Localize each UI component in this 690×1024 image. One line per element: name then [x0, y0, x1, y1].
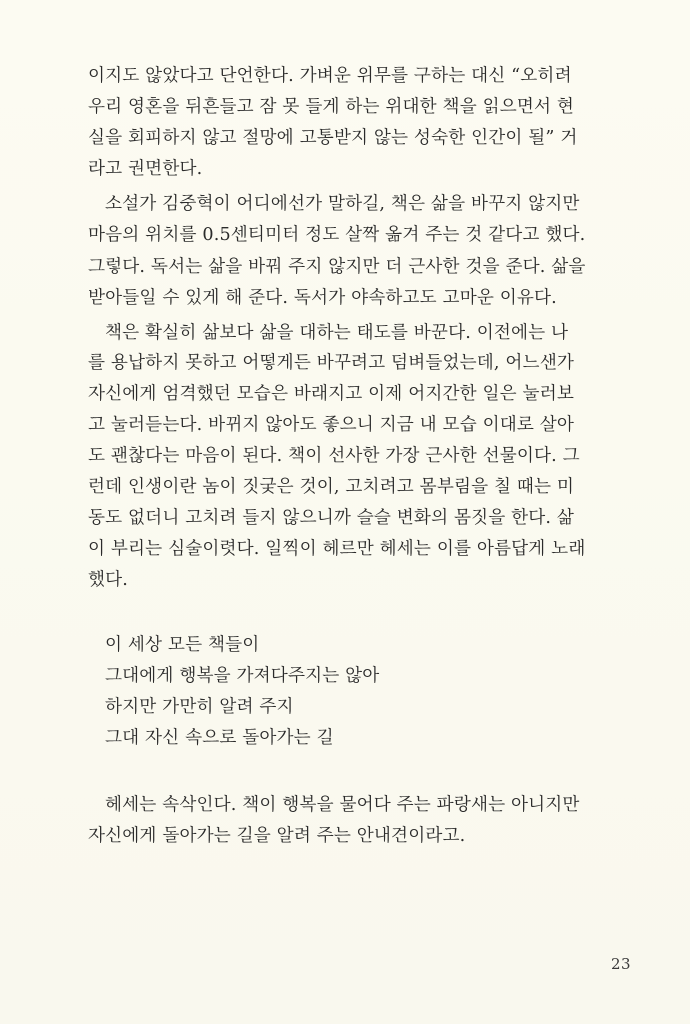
- text-line: 자신에게 돌아가는 길을 알려 주는 안내견이라고.: [88, 826, 466, 846]
- text-line: 도 괜찮다는 마음이 된다. 책이 선사한 가장 근사한 선물이다. 그: [88, 446, 580, 466]
- text-line: 실을 회피하지 않고 절망에 고통받지 않는 성숙한 인간이 될” 거: [88, 128, 578, 148]
- text-line: 했다.: [88, 570, 129, 590]
- text-line: 헤세는 속삭인다. 책이 행복을 물어다 주는 파랑새는 아니지만: [105, 795, 580, 815]
- text-line: 라고 권면한다.: [88, 159, 203, 179]
- poem-line: 그대 자신 속으로 돌아가는 길: [105, 728, 334, 748]
- text-line: 를 용납하지 못하고 어떻게든 바꾸려고 덤벼들었는데, 어느샌가: [88, 353, 574, 373]
- poem-line: 그대에게 행복을 가져다주지는 않아: [105, 666, 380, 686]
- text-line: 그렇다. 독서는 삶을 바꿔 주지 않지만 더 근사한 것을 준다. 삶을: [88, 257, 586, 277]
- page-number: 23: [611, 955, 632, 973]
- text-line: 자신에게 엄격했던 모습은 바래지고 이제 어지간한 일은 눌러보: [88, 384, 574, 404]
- text-line: 소설가 김중혁이 어디에선가 말하길, 책은 삶을 바꾸지 않지만: [105, 194, 580, 214]
- text-line: 런데 인생이란 놈이 짓궂은 것이, 고치려고 몸부림을 칠 때는 미: [88, 477, 575, 497]
- text-line: 책은 확실히 삶보다 삶을 대하는 태도를 바꾼다. 이전에는 나: [105, 323, 569, 343]
- text-line: 받아들일 수 있게 해 준다. 독서가 야속하고도 고마운 이유다.: [88, 288, 557, 308]
- text-line: 이 부리는 심술이렷다. 일찍이 헤르만 헤세는 이를 아름답게 노래: [88, 539, 586, 559]
- poem-line: 하지만 가만히 알려 주지: [105, 697, 294, 717]
- poem-line: 이 세상 모든 책들이: [105, 635, 260, 655]
- text-line: 고 눌러듣는다. 바뀌지 않아도 좋으니 지금 내 모습 이대로 살아: [88, 415, 575, 435]
- text-line: 우리 영혼을 뒤흔들고 잠 못 들게 하는 위대한 책을 읽으면서 현: [88, 97, 575, 117]
- text-line: 마음의 위치를 0.5센티미터 정도 살짝 옮겨 주는 것 같다고 했다.: [88, 225, 586, 245]
- text-line: 이지도 않았다고 단언한다. 가벼운 위무를 구하는 대신 “오히려: [88, 66, 572, 86]
- text-line: 동도 없더니 고치려 들지 않으니까 슬슬 변화의 몸짓을 한다. 삶: [88, 508, 575, 528]
